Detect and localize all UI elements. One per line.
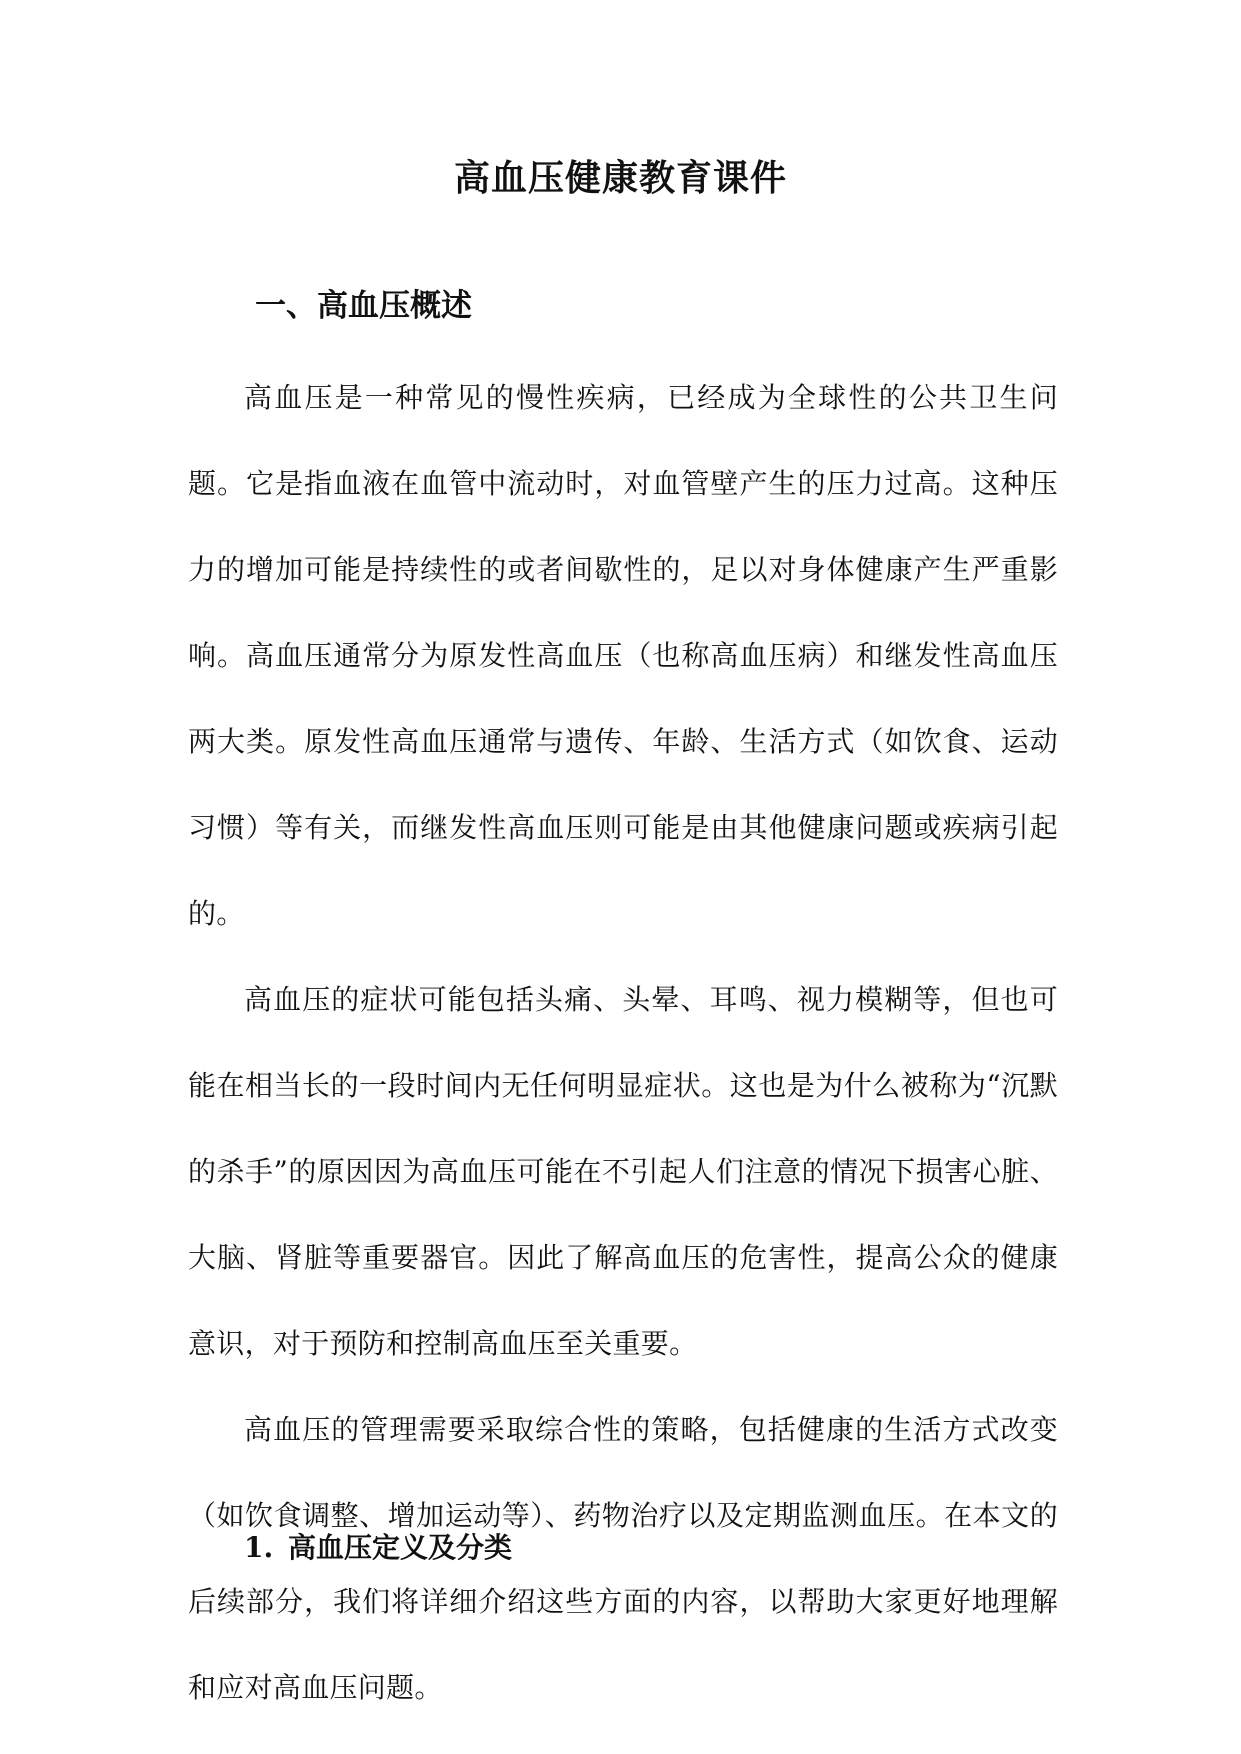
section-heading: 一、高血压概述 [255,288,472,324]
subsection-heading [244,1524,512,1572]
document-title: 高血压健康教育课件 [453,157,787,199]
subsection-title: 高血压定义及分类 [288,1531,513,1564]
paragraph-symptoms: 高血压的症状可能包括头痛、头晕、耳鸣、视力模糊等，但也可能在相当长的一段时间内无任何明显症状。这也是为什么被称为“沉默的杀手”的原因因为高血压可能在不引起人们注意的情况下损害心脏、大脑、肾脏等重要器官。因此了解高血压的危害性，提高公众的健康意识，对于预防和控制高血压至关重要。 [188,983,1058,1360]
paragraph-overview: 高血压是一种常见的慢性疾病，已经成为全球性的公共卫生问题。它是指血液在血管中流动时，对血管壁产生的压力过高。这种压力的增加可能是持续性的或者间歇性的，足以对身体健康产生严重影响。高血压通常分为原发性高血压（也称高血压病）和继发性高血压两大类。原发性高血压通常与遗传、年龄、生活方式（如饮食、运动习惯）等有关，而继发性高血压则可能是由其他健康问题或疾病引起的。 [188,381,1058,930]
paragraph-management: 高血压的管理需要采取综合性的策略，包括健康的生活方式改变（如饮食调整、增加运动等）、药物治疗以及定期监测血压。在本文的后续部分，我们将详细介绍这些方面的内容，以帮助大家更好地理解和应对高血压问题。 [188,1413,1058,1704]
subsection-number: 1. [244,1531,274,1564]
